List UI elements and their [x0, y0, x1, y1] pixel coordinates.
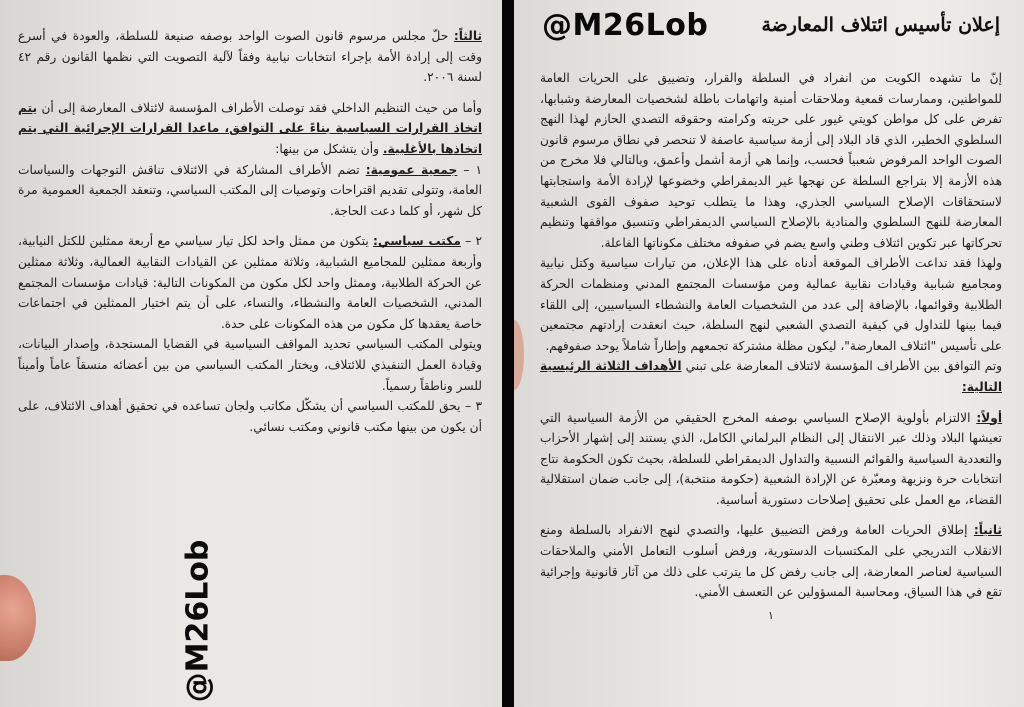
- finger-edge-shape: [514, 320, 524, 390]
- page-number: ١: [768, 608, 774, 622]
- committees-text: يحق للمكتب السياسي أن يشكّل مكاتب ولجان تساعده في تحقيق أهداف الائتلاف، على أن يكون من بينها مكتب قانوني ومكتب نسائي.: [18, 399, 482, 434]
- twitter-handle: @M26Lob: [542, 7, 709, 43]
- goals-intro-text: وتم التوافق بين الأطراف المؤسسة لائتلاف المعارضة على تبني: [685, 359, 1003, 374]
- watermark-handle: @M26Lob: [180, 539, 216, 703]
- page-title: إعلان تأسيس ائتلاف المعارضة: [761, 14, 1000, 36]
- declaration-body: [540, 50, 1002, 622]
- org-intro: وأما من حيث التنظيم الداخلي فقد توصلت الأطراف المؤسسة لائتلاف المعارضة إلى أن: [41, 100, 482, 115]
- document-page-right: [514, 0, 1024, 707]
- goal-first-text: الالتزام بأولوية الإصلاح السياسي بوصفه المخرج الحقيقي من الأزمة السياسية التي تعيشها البلاد وذلك عبر الانتقال إلى النظام البرلماني الكامل، الذي يستند إلى إشهار الأحزاب والتعددية السياسية والقوائم النسبية والتداول الديمقراطي للسلطة، بحيث تكون الحكومة نتاج انتخابات حرة ونزيهة ومعبّرة عن الإرادة الشعبية (حكومة منتخبة)، إلى جانب ضمان استقلالية القضاء، مع العمل على تحقيق إصلاحات دستورية أساسية.: [540, 410, 1002, 507]
- org-outro: وأن يتشكل من بينها:: [275, 141, 379, 156]
- header-bar: [540, 0, 1002, 50]
- committees-number: ٣ –: [464, 399, 483, 414]
- political-office-duties: ويتولى المكتب السياسي تحديد المواقف السياسية في القضايا المستجدة، وإصدار البيانات، وقيادة العمل التنفيذي للائتلاف، ويختار المكتب السياسي من بين أعضائه منسقاً عاماً وأميناً للسر وناطقاً رسمياً.: [18, 337, 482, 393]
- org-decision-rule: يتم اتخاذ القرارات السياسية بناءً على التوافق، ماعدا القرارات الإجرائية التي يتم اتخاذها بالأغلبية.: [18, 100, 482, 156]
- clause-third-text: حلّ مجلس مرسوم قانون الصوت الواحد بوصفه صنيعة للسلطة، والعودة في أسرع وقت إلى إرادة الأمة بإجراء انتخابات نيابية وفقاً لآلية التصويت التي نظمها القانون رقم ٤٢ لسنة ٢٠٠٦.: [18, 29, 482, 85]
- general-assembly-label: جمعية عمومية:: [365, 162, 458, 177]
- committees-item: [18, 396, 482, 437]
- political-office-label: مكتب سياسي:: [373, 234, 461, 249]
- general-assembly-item: [18, 160, 482, 222]
- intro-paragraph: إنّ ما تشهده الكويت من انفراد في السلطة والقرار، وتضييق على الحريات العامة للمواطنين، وممارسات قمعية وملاحقات أمنية واتهامات باطلة لشخصيات المعارضة وشبابها، تفرض على كل مواطن كويتي غيور على حريته وكرامته وحقوقه التصدي الحازم لهذا النهج السلطوي الخطير، الذي قاد البلاد إلى أزمة سياسية عاصفة لا تنحصر في نطاق مرسوم قانون الصوت الواحد المرفوض شعبياً فحسب، وإنما هي أزمة أشمل وأعمق، وبالتالي فلا مخرج من هذه الأزمة إلا بتراجع السلطة عن نهجها غير الديمقراطي وخضوعها لإرادة الأمة واستجابتها لاستحقاقات الإصلاح السياسي الجذري، وهذا ما يتطلب توحيد صفوف القوى الشعبية المعارضة للنهج السلطوي والمنادية بالإصلاح السياسي الديمقراطي وتنسيق مواقفها وتنظيم تحركاتها عبر تكوين ائتلاف وطني واسع يضم في صفوفه مختلف مكوناتها الفاعلة.: [540, 71, 1002, 250]
- goals-intro-underlined: الأهداف الثلاثة الرئيسية التالية:: [540, 359, 1002, 394]
- political-office-number: ٢ –: [465, 234, 482, 249]
- clause-third: [18, 26, 482, 88]
- political-office-item: [18, 231, 482, 334]
- general-assembly-number: ١ –: [463, 162, 483, 177]
- political-office-text: يتكون من ممثل واحد لكل تيار سياسي مع أربعة ممثلين للكتل النيابية، وأربعة ممثلين للمجاميع الشبابية، وثلاثة ممثلين عن القيادات النقابية العمالية، وثلاثة ممثلين عن الحركة الطلابية، وممثل واحد لكل مكون من المكونات التالية: قيادات مؤسسات المجتمع المدني، الشخصيات العامة والنشطاء، والنساء، على أن يتم اختيار الممثلين في اجتماعات خاصة يعقدها كل مكون من هذه المكونات على حدة.: [18, 234, 482, 331]
- goal-first-label: أولاً:: [976, 410, 1003, 425]
- general-assembly-text: تضم الأطراف المشاركة في الائتلاف تناقش التوجهات والسياسات العامة، وتتولى تقديم اقتراحات وتوصيات إلى المكتب السياسي، وتنعقد الجمعية العمومية مرة كل شهر، أو كلما دعت الحاجة.: [18, 162, 482, 218]
- goal-first: [540, 408, 1002, 511]
- goals-intro: [540, 356, 1002, 397]
- internal-organization-paragraph: [18, 98, 482, 160]
- document-page-left: [0, 0, 502, 707]
- goal-second-text: إطلاق الحريات العامة ورفض التضييق عليها، والتصدي لنهج الانفراد بالسلطة ومنع الانقلاب التدريجي على المكتسبات الدستورية، ورفض أسلوب التعامل الأمني والملاحقات السياسية لعناصر المعارضة، إلى جانب رفض كل ما يترتب على ذلك من آثار قانونية وإجرائية تقع في هذا السياق، ومحاسبة المسؤولين عن التعسف الأمني.: [540, 523, 1002, 600]
- clause-third-label: ثالثاً:: [453, 29, 483, 43]
- page-divider: [502, 0, 514, 707]
- goal-second: [540, 520, 1002, 602]
- thumb-shape: [0, 575, 36, 661]
- founding-paragraph: ولهذا فقد تداعت الأطراف الموقعة أدناه على هذا الإعلان، من تيارات سياسية وكتل نيابية ومجاميع شبابية وقيادات نقابية عمالية ومن مؤسسات المجتمع المدني ومنظمات الحركة الطلابية وقوائمها، بالإضافة إلى عدد من الشخصيات العامة والنشطاء السياسيين، إلى اللقاء فيما بينها للتداول في كيفية التصدي الشعبي لنهج السلطة، حيث انعقدت إرادتهم مجتمعين على تأسيس "ائتلاف المعارضة"، ليكون مظلة مشتركة تجمعهم وإطاراً شاملاً يوحد صفوفهم.: [540, 256, 1002, 353]
- goal-second-label: ثانياً:: [973, 523, 1002, 538]
